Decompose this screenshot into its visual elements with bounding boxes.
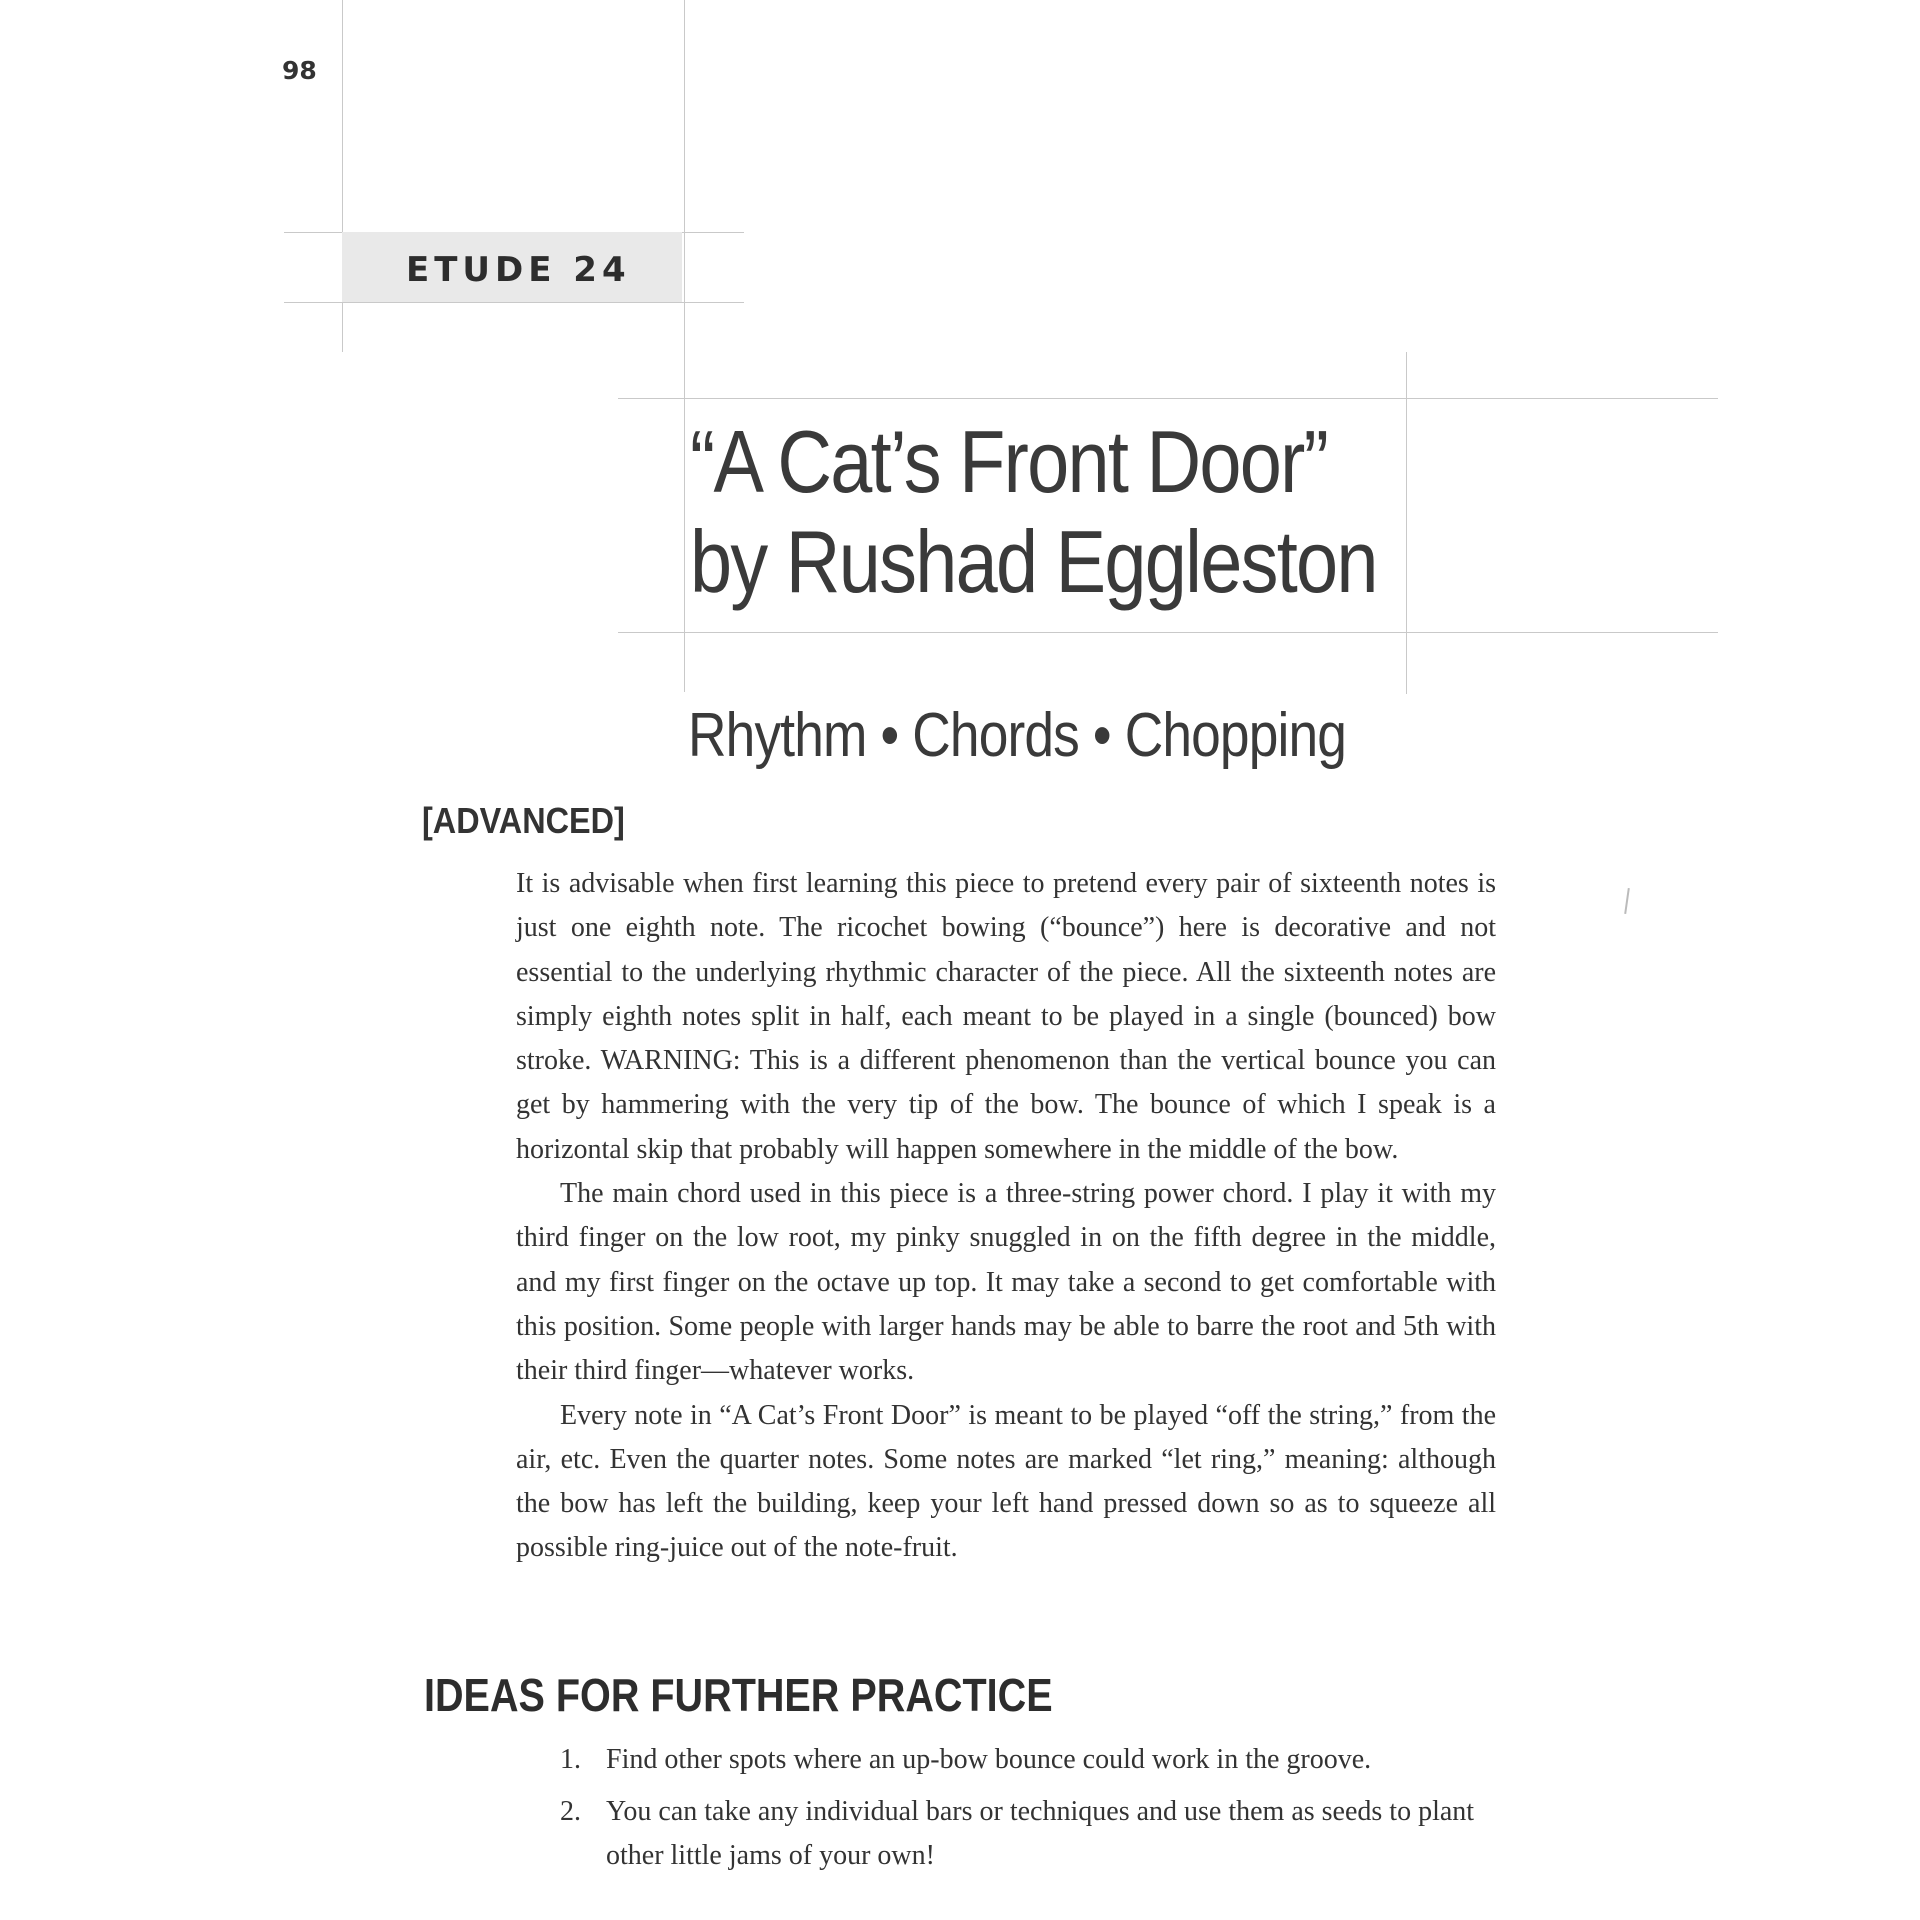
list-item-number: 2. [560,1796,581,1827]
list-item-text: You can take any individual bars or techniques and use them as seeds to plant other little jams of your own! [606,1796,1475,1871]
title-line-2: by Rushad Eggleston [690,512,1377,611]
etude-label: ETUDE 24 [406,250,631,290]
practice-list [560,1738,1500,1886]
page-number: 98 [282,56,317,85]
subtitle: Rhythm • Chords • Chopping [688,701,1347,770]
piece-title [690,412,1377,612]
guide-rule-vertical [684,0,685,692]
paragraph: Every note in “A Cat’s Front Door” is meant to be played “off the string,” from the air, etc. Even the quarter notes. Some notes are marked “let ring,” meaning: although the bow has left the building, keep your left hand pressed down so as to squeeze all possible ring-juice out of the note-fruit. [516,1399,1496,1564]
guide-rule-horizontal [618,398,1718,399]
section-heading: IDEAS FOR FURTHER PRACTICE [424,1669,1053,1721]
list-item-number: 1. [560,1744,581,1775]
list-item [560,1738,1500,1782]
list-item [560,1790,1500,1878]
guide-rule-horizontal [618,632,1718,633]
title-line-1: “A Cat’s Front Door” [690,412,1328,511]
body-text [516,862,1496,1571]
level-label: [ADVANCED] [422,800,625,841]
paragraph: The main chord used in this piece is a three-string power chord. I play it with my third finger on the low root, my pinky snuggled in on the fifth degree in the middle, and my first finger on the octave up top. It may take a second to get comfortable with this position. Some people with larger hands may be able to barre the root and 5th with their third finger—whatever works. [516,1178,1496,1387]
list-item-text: Find other spots where an up-bow bounce could work in the groove. [606,1744,1372,1775]
guide-rule-horizontal [284,302,744,303]
paragraph: It is advisable when first learning this piece to pretend every pair of sixteenth notes is just one eighth note. The ricochet bowing (“bounce”) here is decorative and not essential to the underlying rhythmic character of the piece. All the sixteenth notes are simply eighth notes split in half, each meant to be played in a single (bounced) bow stroke. WARNING: This is a different phenomenon than the vertical bounce you can get by hammering with the very tip of the bow. The bounce of which I speak is a horizontal skip that probably will happen somewhere in the middle of the bow. [516,868,1496,1165]
scan-speck [1624,888,1630,914]
guide-rule-vertical [1406,352,1407,694]
